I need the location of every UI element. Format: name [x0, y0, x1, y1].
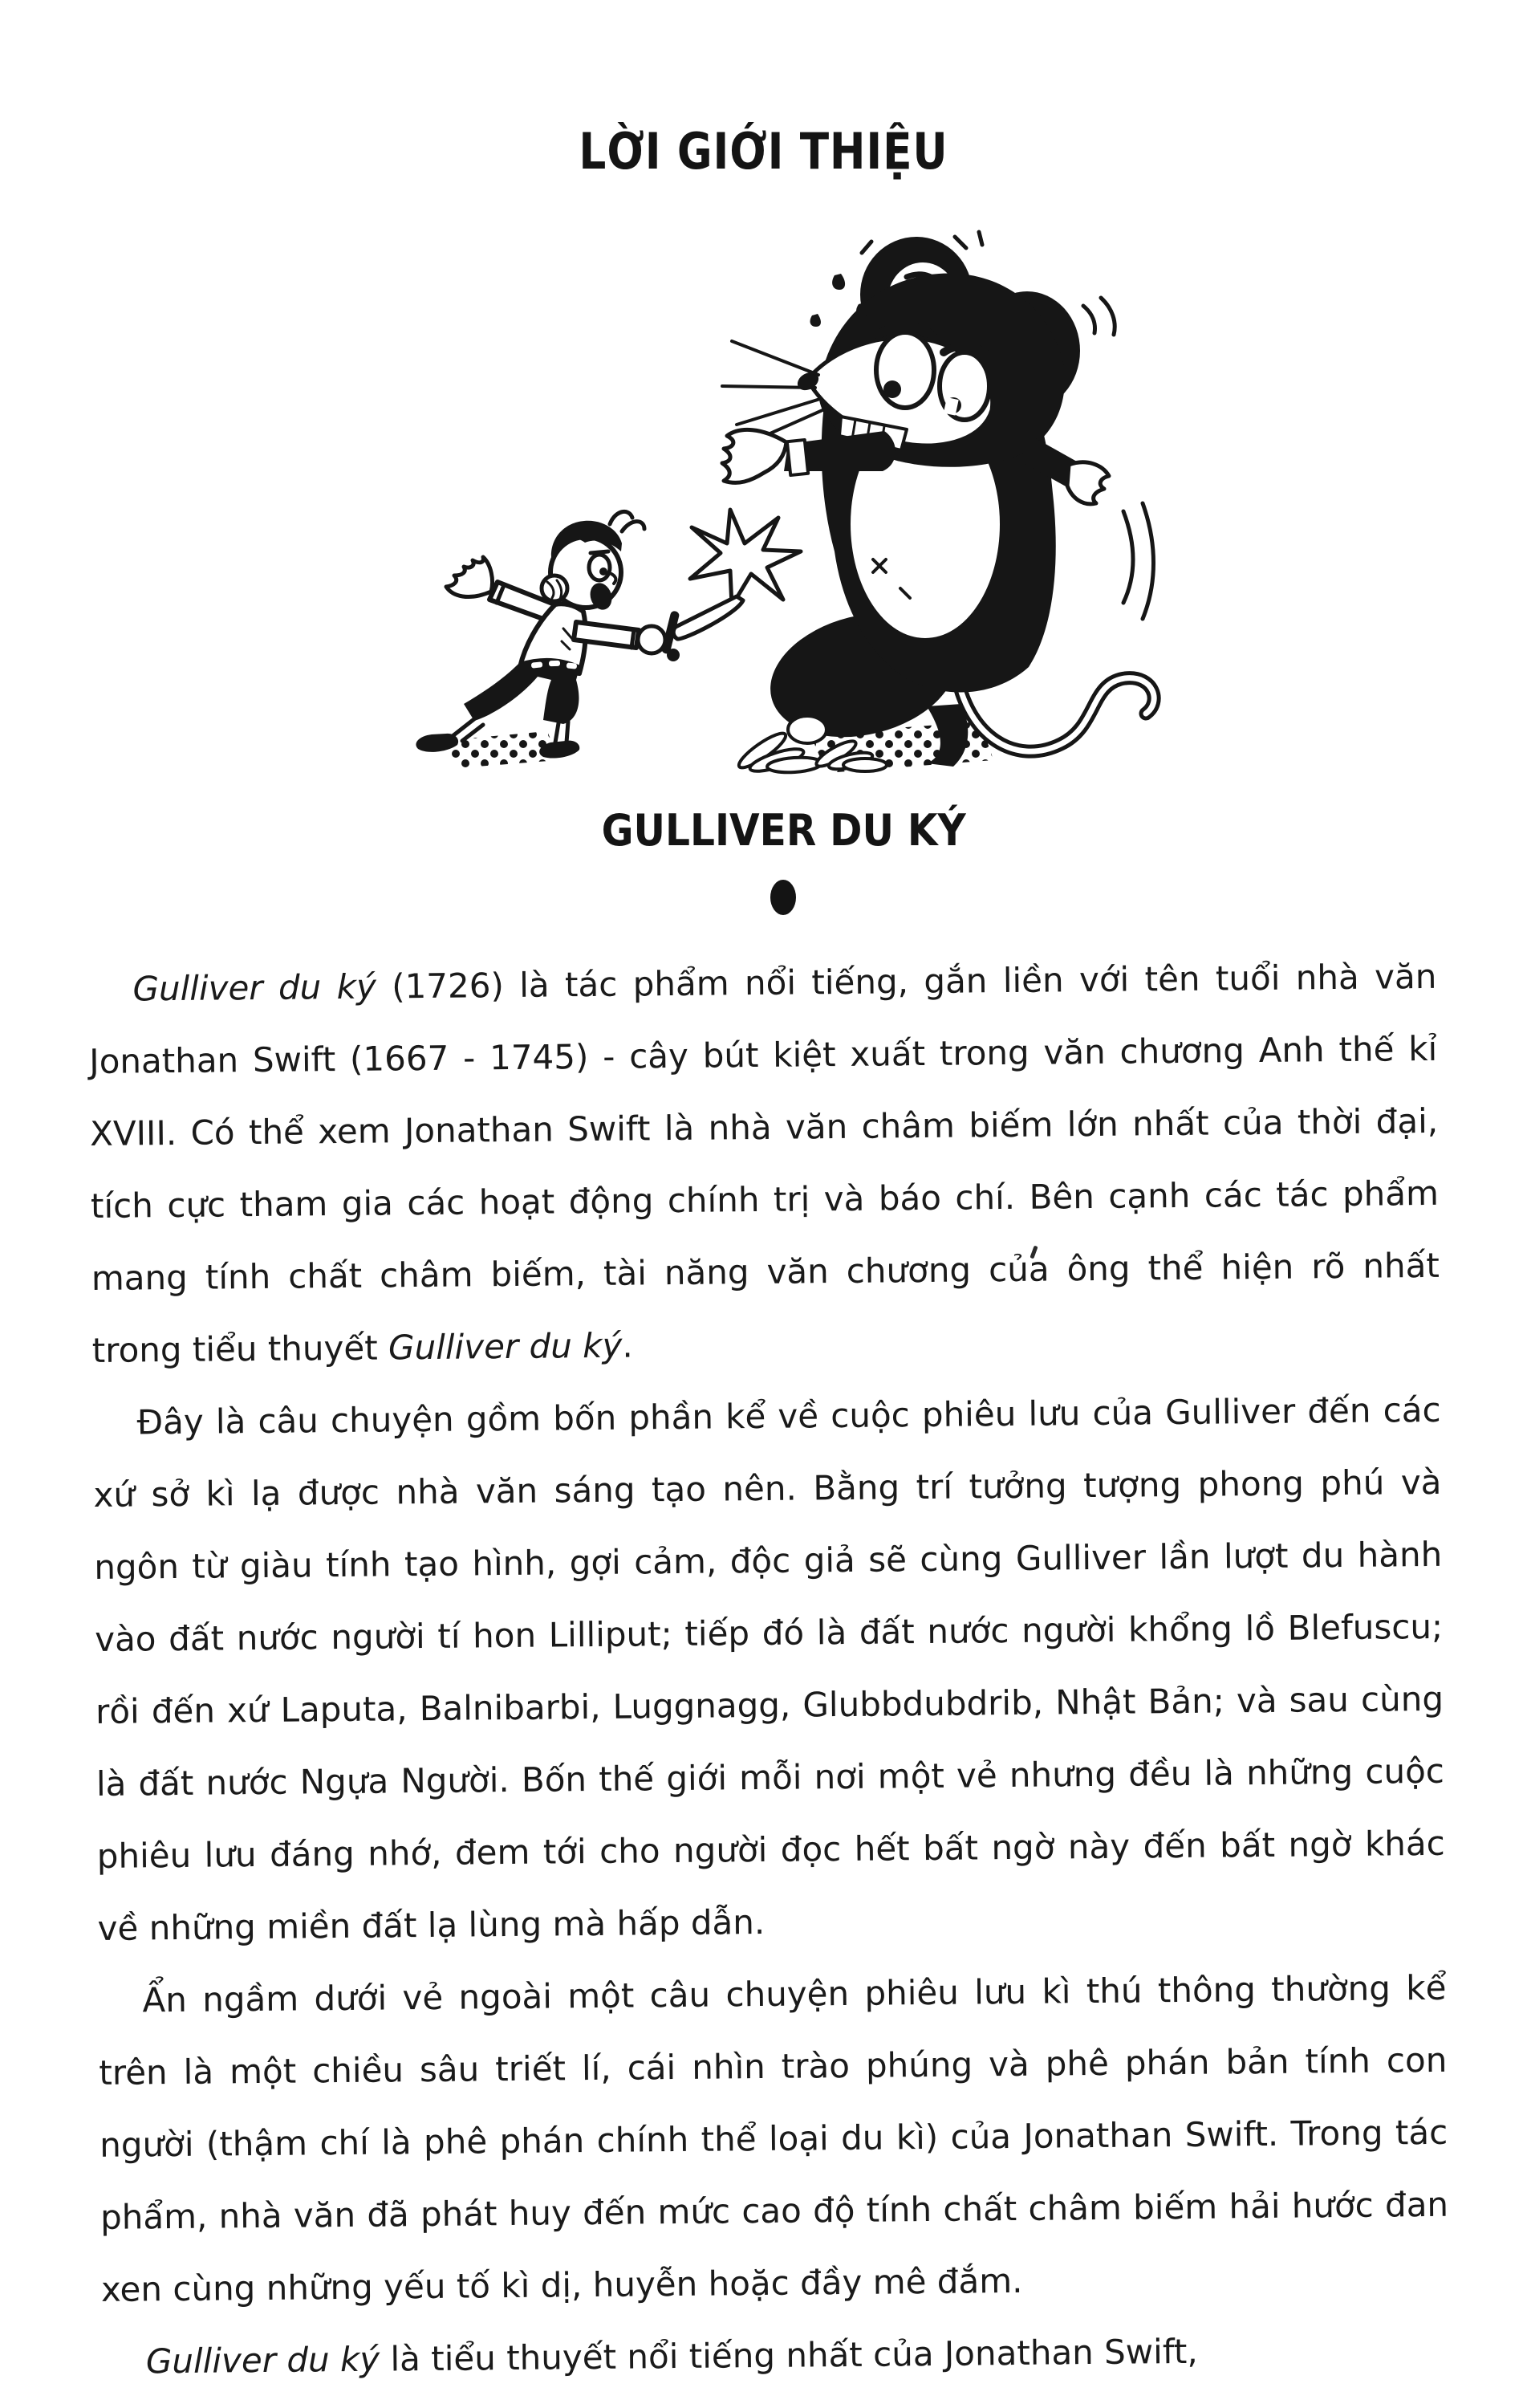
sword-pommel	[667, 649, 680, 661]
paragraph	[92, 1374, 1446, 1965]
separator-bullet-icon	[770, 880, 796, 915]
text-run: là tiểu thuyết nổi tiếng nhất của Jonathan Swift,	[390, 2331, 1198, 2379]
sword-blade	[673, 596, 743, 639]
impact-starburst	[690, 510, 801, 606]
text-run: Ẩn ngầm dưới vẻ ngoài một câu chuyện phiêu lưu kì thú thông thường kể trên là một chiều sâu triết lí, cái nhìn trào phúng và phê phán bản tính con người (thậm chí là phê phán chính thể loại du kì) của Jonathan Swift. Trong tác phẩm, nhà văn đã phát huy đến mức cao độ tính chất châm biếm hải hước đan xen cùng những yếu tố kì dị, huyễn hoặc đầy mê đắm.	[99, 1967, 1449, 2309]
illustration	[201, 229, 1196, 799]
gulliver-vs-rat-illustration	[201, 229, 1196, 799]
gulliver-figure	[416, 511, 743, 758]
section-subtitle: GULLIVER DU KÝ	[601, 805, 966, 856]
italic-text-run: Gulliver du ký	[388, 1325, 623, 1368]
paragraph	[88, 941, 1440, 1387]
page-title: LỜI GIỚI THIỆU	[579, 122, 948, 181]
gulliver-back-hand	[446, 557, 493, 597]
giant-rat-figure	[722, 232, 1154, 775]
gulliver-hair-bun	[542, 576, 567, 601]
paragraph	[98, 1952, 1449, 2326]
sword	[661, 596, 743, 661]
rat-right-hand	[1067, 462, 1109, 504]
text-run: .	[622, 1325, 633, 1365]
gulliver-breeches	[464, 658, 580, 724]
text-run: (1726) là tác phẩm nổi tiếng, gắn liền với tên tuổi nhà văn Jonathan Swift (1667 - 1745) - cây bút kiệt xuất trong văn chương Anh thế kỉ XVIII. Có thể xem Jonathan Swift là nhà văn châm biếm lớn nhất của thời đại, tích cực tham gia các hoạt động chính trị và báo chí. Bên cạnh các tác phẩm mang tính chất châm biếm, tài năng văn chương của ông thể hiện rõ nhất trong tiểu thuyết	[89, 956, 1440, 1370]
halftone-ground-shadows	[441, 722, 993, 773]
gulliver-hair-curls	[610, 511, 644, 531]
italic-text-run: Gulliver du ký	[132, 966, 392, 1009]
text-run: Đây là câu chuyện gồm bốn phần kể về cuộc phiêu lưu của Gulliver đến các xứ sở kì lạ được nhà văn sáng tạo nên. Bằng trí tưởng tượng phong phú và ngôn từ giàu tính tạo hình, gợi cảm, độc giả sẽ cùng Gulliver lần lượt du hành vào đất nước người tí hon Lilliput; tiếp đó là đất nước người khổng lồ Blefuscu; rồi đến xứ Laputa, Balnibarbi, Luggnagg, Glubbdubdrib, Nhật Bản; và sau cùng là đất nước Ngựa Người. Bốn thế giới mỗi nơi một vẻ nhưng đều là những cuộc phiêu lưu đáng nhớ, đem tới cho người đọc hết bất ngờ này đến bất ngờ khác về những miền đất lạ lùng mà hấp dẫn.	[93, 1389, 1445, 1948]
italic-text-run: Gulliver du ký	[145, 2339, 391, 2382]
body-text	[88, 941, 1450, 2398]
paragraph	[101, 2313, 1450, 2398]
gulliver-fist	[638, 626, 665, 653]
gulliver-eye	[589, 555, 610, 580]
rat-left-hand	[722, 429, 786, 482]
